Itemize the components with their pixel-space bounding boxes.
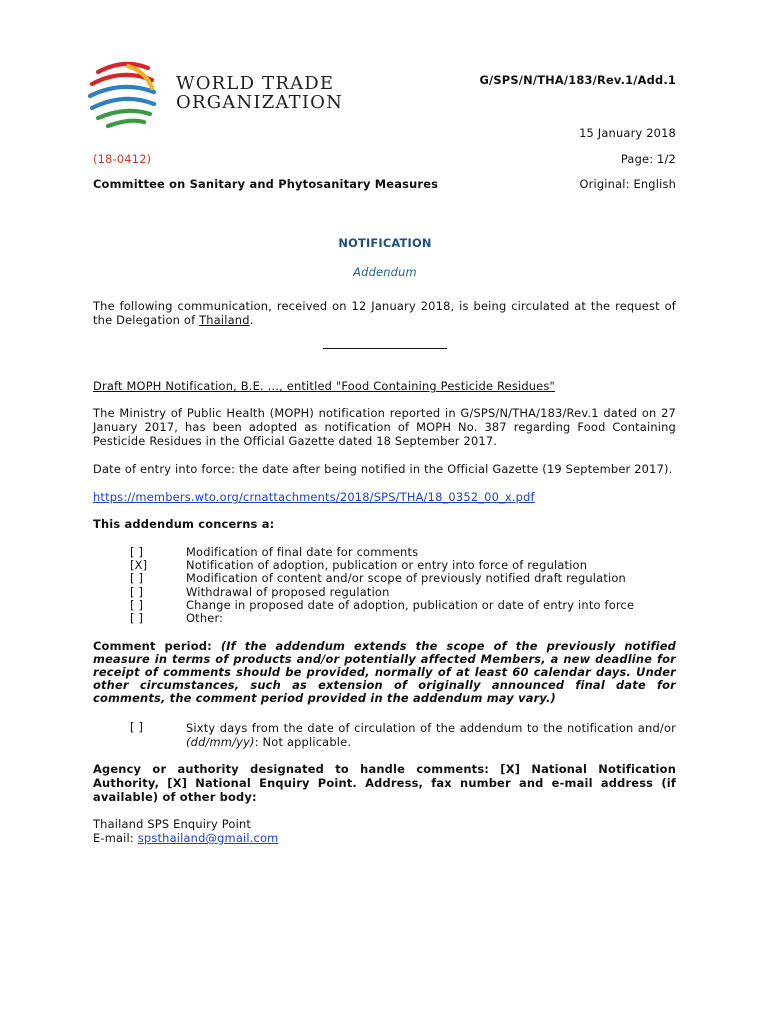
divider: [323, 348, 447, 349]
entry-into-force-paragraph: Date of entry into force: the date after being notified in the Official Gazette (19 September 2017).: [93, 462, 673, 476]
option-label-5: Other:: [186, 611, 224, 626]
checkbox-2[interactable]: [ ]: [130, 571, 144, 586]
document-date: 15 January 2018: [579, 126, 676, 140]
member-name: Thailand: [199, 313, 250, 327]
document-code: (18-0412): [93, 152, 152, 166]
comment-option-date-format: (dd/mm/yy): [186, 735, 255, 749]
org-name-line2: ORGANIZATION: [176, 92, 344, 113]
original-language: Original: English: [579, 177, 676, 191]
option-label-2: Modification of content and/or scope of previously notified draft regulation: [186, 571, 626, 586]
intro-text: The following communication, received on 12 January 2018, is being circulated at the request of the Delegation of: [93, 299, 676, 327]
adoption-paragraph: The Ministry of Public Health (MOPH) notification reported in G/SPS/N/THA/183/Rev.1 dated on 27 January 2017, has been adopted as notification of MOPH No. 387 regarding Food Containing Pesticide Residues in the Official Gazette dated 18 September 2017.: [93, 406, 676, 448]
option-label-1: Notification of adoption, publication or entry into force of regulation: [186, 558, 588, 573]
email-link[interactable]: spsthailand@gmail.com: [137, 831, 279, 845]
comment-option: [186, 721, 676, 749]
concerns-checkboxes: [130, 546, 160, 625]
checkbox-1[interactable]: [X]: [130, 558, 148, 573]
org-name: [176, 74, 343, 112]
comment-period-paragraph: [93, 640, 676, 705]
email-label: E-mail:: [93, 831, 138, 845]
comment-option-end: : Not applicable.: [254, 735, 352, 749]
draft-title: Draft MOPH Notification, B.E. ..., entitled "Food Containing Pesticide Residues": [93, 379, 555, 393]
checkbox-5[interactable]: [ ]: [130, 611, 144, 626]
intro-end: .: [249, 313, 254, 327]
concerns-options: [186, 546, 676, 625]
checkbox-4[interactable]: [ ]: [130, 597, 144, 612]
checkbox-0[interactable]: [ ]: [130, 545, 144, 559]
option-label-0: Modification of final date for comments: [186, 545, 419, 559]
attachment-link-line: [93, 490, 676, 504]
comment-option-text: Sixty days from the date of circulation of the addendum to the notification and/or: [186, 721, 676, 735]
agency-name: Thailand SPS Enquiry Point: [93, 817, 252, 831]
addendum-subtitle: Addendum: [353, 265, 417, 279]
comment-period-label: Comment period:: [93, 639, 221, 653]
notification-title: NOTIFICATION: [338, 236, 432, 250]
attachment-link[interactable]: https://members.wto.org/crnattachments/2018/SPS/THA/18_0352_00_x.pdf: [93, 490, 535, 504]
option-label-3: Withdrawal of proposed regulation: [186, 584, 390, 599]
org-name-line1: WORLD TRADE: [176, 73, 335, 94]
document-symbol: G/SPS/N/THA/183/Rev.1/Add.1: [479, 73, 676, 87]
agency-heading: Agency or authority designated to handle comments: [X] National Notification Authority, [X] National Enquiry Point. Address, fax number and e-mail address (if available) of other body:: [93, 762, 676, 804]
page-indicator: Page: 1/2: [620, 152, 676, 166]
agency-email-line: [93, 831, 676, 845]
option-label-4: Change in proposed date of adoption, publication or date of entry into force: [186, 597, 635, 612]
concerns-heading: This addendum concerns a:: [93, 517, 275, 531]
comment-checkbox[interactable]: [ ]: [130, 720, 144, 734]
checkbox-3[interactable]: [ ]: [130, 584, 144, 599]
intro-paragraph: [93, 299, 676, 327]
committee-name: Committee on Sanitary and Phytosanitary Measures: [93, 177, 439, 191]
comment-period-text: (If the addendum extends the scope of the previously notified measure in terms of products and/or potentially affected Members, a new deadline for receipt of comments should be provided, normally of at least 60 calendar days. Under other circumstances, such as extension of originally announced final date for comments, the comment period provided in the addendum may vary.): [93, 639, 676, 705]
